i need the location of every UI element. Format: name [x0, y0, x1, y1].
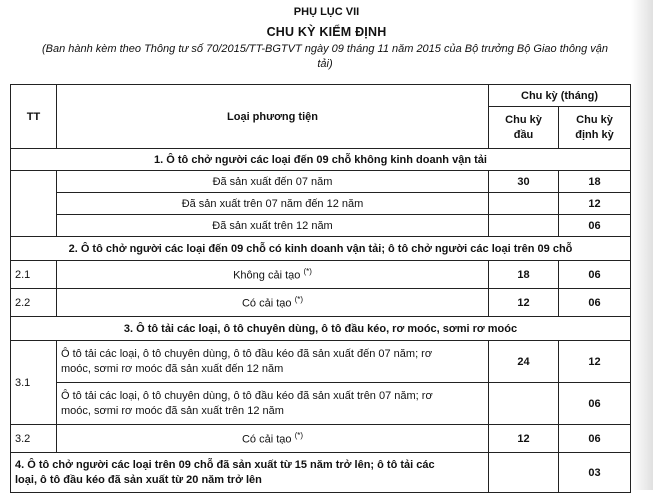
row-periodic-cycle: 18: [559, 171, 631, 193]
section-1-title: 1. Ô tô chở người các loại đến 09 chỗ không kinh doanh vận tải: [11, 149, 631, 171]
photo-edge-shade: [631, 0, 653, 490]
row-first-cycle: [489, 215, 559, 237]
row-tt: 3.1: [11, 341, 57, 425]
appendix-label: PHỤ LỤC VII: [293, 6, 360, 18]
row-desc-line2: moóc, sơmi rơ moóc đã sản xuất đến 12 năm: [61, 362, 284, 375]
header-tt: TT: [11, 85, 57, 149]
row-periodic-cycle: 03: [559, 453, 631, 493]
row-desc: Có cải tạo: [241, 297, 292, 310]
row-periodic-cycle: 12: [559, 193, 631, 215]
header-first-cycle-line2: đầu: [513, 128, 534, 141]
row-first-cycle: [489, 453, 559, 493]
row-periodic-cycle: 06: [559, 383, 631, 425]
row-desc-line2: moóc, sơmi rơ moóc đã sản xuất trên 12 năm: [61, 404, 284, 417]
row-periodic-cycle: 06: [559, 289, 631, 317]
row-desc-cell: [57, 383, 489, 425]
row-first-cycle: 12: [489, 425, 559, 453]
section-row: [11, 317, 631, 341]
footnote-mark: (*): [294, 431, 304, 441]
header-first-cycle-line1: Chu kỳ: [505, 113, 542, 126]
section-row: [11, 237, 631, 261]
row-periodic-cycle: 06: [559, 425, 631, 453]
table-row: [11, 193, 631, 215]
row-first-cycle: 12: [489, 289, 559, 317]
section-4-line2: loại, ô tô đầu kéo đã sản xuất từ 20 năm trở lên: [15, 473, 262, 486]
header-periodic-cycle: [559, 107, 631, 149]
row-first-cycle: 18: [489, 261, 559, 289]
header-cycle: Chu kỳ (tháng): [489, 85, 631, 107]
table-row: [11, 261, 631, 289]
row-tt: 3.2: [11, 425, 57, 453]
row-desc: Đã sản xuất trên 07 năm đến 12 năm: [57, 193, 489, 215]
row-desc: Đã sản xuất trên 12 năm: [57, 215, 489, 237]
section-4-title: [11, 453, 489, 493]
document-subtitle: (Ban hành kèm theo Thông tư số 70/2015/TT-BGTVT ngày 09 tháng 11 năm 2015 của Bộ trưởng Bộ Giao thông vận tải): [41, 43, 609, 70]
row-first-cycle: [489, 383, 559, 425]
row-periodic-cycle: 06: [559, 261, 631, 289]
tt-cell-empty: [11, 171, 57, 237]
row-tt: 2.2: [11, 289, 57, 317]
row-desc-cell: [57, 425, 489, 453]
row-desc: Đã sản xuất đến 07 năm: [57, 171, 489, 193]
row-desc-cell: [57, 341, 489, 383]
row-desc: Không cải tạo: [233, 269, 301, 282]
row-periodic-cycle: 12: [559, 341, 631, 383]
section-2-title: 2. Ô tô chở người các loại đến 09 chỗ có kinh doanh vận tải; ô tô chở người các loại trên 09 chỗ: [11, 237, 631, 261]
table-row: [11, 215, 631, 237]
row-tt: 2.1: [11, 261, 57, 289]
inspection-cycle-table: [10, 84, 631, 493]
table-row: [11, 171, 631, 193]
row-desc: Có cải tạo: [241, 433, 292, 446]
row-periodic-cycle: 06: [559, 215, 631, 237]
row-first-cycle: 24: [489, 341, 559, 383]
section-4-line1: 4. Ô tô chở người các loại trên 09 chỗ đã sản xuất từ 15 năm trở lên; ô tô tải các: [15, 458, 435, 471]
document-title: CHU KỲ KIỂM ĐỊNH: [266, 25, 387, 39]
header-periodic-cycle-line1: Chu kỳ: [576, 113, 613, 126]
header-first-cycle: [489, 107, 559, 149]
table-header-row: [11, 85, 631, 107]
row-desc-line1: Ô tô tải các loại, ô tô chuyên dùng, ô tô đầu kéo đã sản xuất trên 07 năm; rơ: [61, 389, 433, 402]
section-3-title: 3. Ô tô tải các loại, ô tô chuyên dùng, ô tô đầu kéo, rơ moóc, sơmi rơ moóc: [11, 317, 631, 341]
table-row: [11, 341, 631, 383]
row-first-cycle: [489, 193, 559, 215]
row-first-cycle: 30: [489, 171, 559, 193]
footnote-mark: (*): [303, 267, 312, 277]
section-row: [11, 149, 631, 171]
section-row: [11, 453, 631, 493]
footnote-mark: (*): [294, 295, 304, 305]
table-row: [11, 425, 631, 453]
row-desc-line1: Ô tô tải các loại, ô tô chuyên dùng, ô tô đầu kéo đã sản xuất đến 07 năm; rơ: [61, 347, 433, 360]
header-vehicle-type: Loại phương tiện: [57, 85, 489, 149]
header-periodic-cycle-line2: định kỳ: [575, 128, 614, 141]
table-row: [11, 383, 631, 425]
row-desc-cell: [57, 261, 489, 289]
table-row: [11, 289, 631, 317]
row-desc-cell: [57, 289, 489, 317]
